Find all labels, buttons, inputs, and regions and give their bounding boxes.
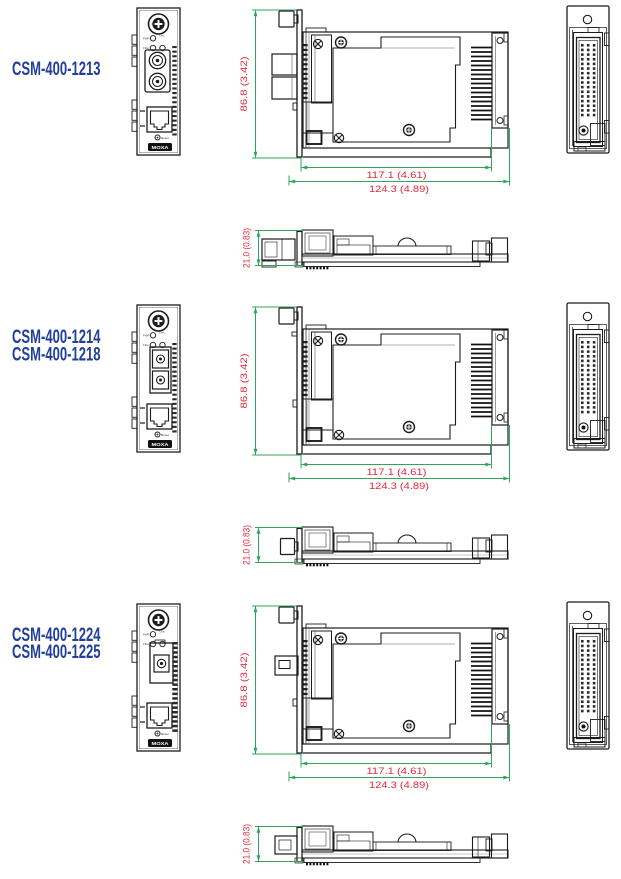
- st-barrel: [272, 54, 297, 75]
- port-speed-mark: [140, 422, 145, 424]
- led-label-fiber: Fiber: [143, 343, 150, 347]
- module-body: [303, 32, 508, 148]
- thumbscrew-icon: [149, 311, 169, 331]
- led-cluster: [143, 331, 165, 348]
- rj45-port: [140, 107, 172, 132]
- module-body: [303, 329, 508, 445]
- model-label: CSM-400-1218: [12, 344, 101, 366]
- dim-depth-overall: 124.3 (4.89): [369, 480, 429, 491]
- reset-label: Reset: [161, 136, 169, 140]
- thumbscrew-icon: [149, 14, 169, 34]
- mounting-hole: [583, 611, 591, 619]
- top-view: [241, 224, 509, 269]
- reset-label: Reset: [161, 732, 169, 736]
- thumbscrew-knob: [279, 607, 294, 623]
- led-label-fiber: Fiber: [143, 46, 150, 50]
- side-view: [239, 10, 510, 194]
- din-connector: [471, 330, 508, 425]
- led-label-link: Link: [159, 33, 165, 38]
- led-cluster: [143, 630, 165, 647]
- dimensions: [239, 10, 510, 194]
- model-label: CSM-400-1225: [12, 642, 101, 663]
- port-speed-mark: [140, 110, 145, 112]
- top-view: [241, 521, 509, 566]
- dim-thickness: 21.0 (0.83): [241, 224, 252, 268]
- port-speed-mark: [140, 125, 145, 127]
- rear-view: [567, 303, 609, 450]
- front-view: [132, 8, 180, 155]
- led-label-fiber: Fiber: [143, 642, 150, 646]
- dim-depth-body: 117.1 (4.61): [366, 765, 427, 776]
- dim-depth-overall: 124.3 (4.89): [369, 779, 429, 790]
- moxa-logo: [148, 739, 172, 747]
- front-view: [132, 305, 180, 452]
- top-view: [241, 820, 509, 865]
- mounting-hole: [583, 15, 591, 23]
- side-view: [239, 606, 510, 790]
- dim-height: 86.8 (3.42): [239, 663, 249, 708]
- reset-button: [155, 731, 169, 736]
- port-speed-mark: [140, 721, 145, 723]
- dim-depth-body: 117.1 (4.61): [366, 466, 427, 477]
- pin-grid: [581, 44, 595, 116]
- led-label-power: PWR: [142, 36, 150, 41]
- model-label: CSM-400-1224: [12, 625, 101, 646]
- top-drawing: [275, 826, 508, 865]
- brand-text: MOXA: [151, 443, 166, 449]
- dimensions: [241, 820, 304, 864]
- pcb-plate: [333, 334, 460, 439]
- port-speed-mark: [140, 706, 145, 708]
- faceplate: [297, 232, 302, 266]
- faceplate: [297, 307, 302, 454]
- power-led-icon: [150, 36, 155, 41]
- dimensions: [239, 307, 510, 491]
- rj45-port: [140, 703, 172, 728]
- power-led-icon: [150, 632, 155, 637]
- side-view: [239, 307, 510, 491]
- enet-led-icon: [160, 641, 165, 646]
- din-connector: [471, 33, 508, 128]
- component-dome: [398, 238, 416, 247]
- side-drawing: [279, 307, 508, 454]
- side-marking-comb: [172, 46, 176, 136]
- component-dome: [398, 535, 416, 544]
- sc-barrel: [275, 656, 298, 675]
- port-speed-mark: [140, 407, 145, 409]
- thumbscrew-knob: [279, 308, 294, 324]
- led-cluster: [143, 34, 165, 51]
- led-label-power: PWR: [142, 632, 150, 637]
- reset-button: [155, 135, 169, 140]
- faceplate: [297, 828, 302, 862]
- rj45-port: [140, 404, 172, 429]
- moxa-logo: [148, 440, 172, 448]
- side-drawing: [272, 10, 508, 157]
- mounting-hole: [583, 312, 591, 320]
- brand-text: MOXA: [151, 146, 166, 152]
- fiber-ports: [145, 50, 170, 92]
- st-barrel: [272, 77, 297, 99]
- model-label: CSM-400-1214: [12, 327, 101, 348]
- power-led-icon: [150, 333, 155, 338]
- module-body: [303, 628, 508, 744]
- dimensions: [241, 521, 304, 565]
- pin-grid: [581, 640, 595, 712]
- dim-thickness: 21.0 (0.83): [241, 521, 252, 565]
- brand-text: MOXA: [151, 742, 166, 748]
- faceplate: [297, 10, 302, 157]
- thumbscrew-knob: [279, 11, 294, 27]
- dimensions: [241, 224, 304, 268]
- fiber-ports: [150, 347, 171, 393]
- moxa-logo: [148, 143, 172, 151]
- rear-view: [567, 6, 609, 153]
- thumbscrew-icon: [149, 610, 169, 630]
- reset-button: [155, 432, 169, 437]
- dim-thickness: 21.0 (0.83): [241, 820, 252, 864]
- dim-depth-overall: 124.3 (4.89): [369, 183, 429, 194]
- model-label: CSM-400-1213: [12, 59, 101, 80]
- pcb-plate: [333, 37, 460, 142]
- dimensions: [239, 606, 510, 790]
- din-connector: [471, 629, 508, 724]
- led-label-link: Link: [159, 629, 165, 634]
- reset-label: Reset: [161, 433, 169, 437]
- top-drawing: [281, 527, 509, 566]
- side-marking-comb: [172, 343, 176, 433]
- faceplate: [297, 606, 302, 753]
- led-label-power: PWR: [142, 333, 150, 338]
- dim-height: 86.8 (3.42): [239, 67, 249, 112]
- side-drawing: [275, 606, 508, 753]
- dim-depth-body: 117.1 (4.61): [366, 169, 427, 180]
- pin-grid: [581, 341, 595, 413]
- rear-view: [567, 602, 609, 749]
- dim-height: 86.8 (3.42): [239, 364, 249, 409]
- top-drawing: [262, 230, 508, 269]
- component-dome: [398, 834, 416, 843]
- pcb-plate: [333, 633, 460, 738]
- led-label-link: Link: [159, 330, 165, 335]
- front-view: [132, 604, 180, 751]
